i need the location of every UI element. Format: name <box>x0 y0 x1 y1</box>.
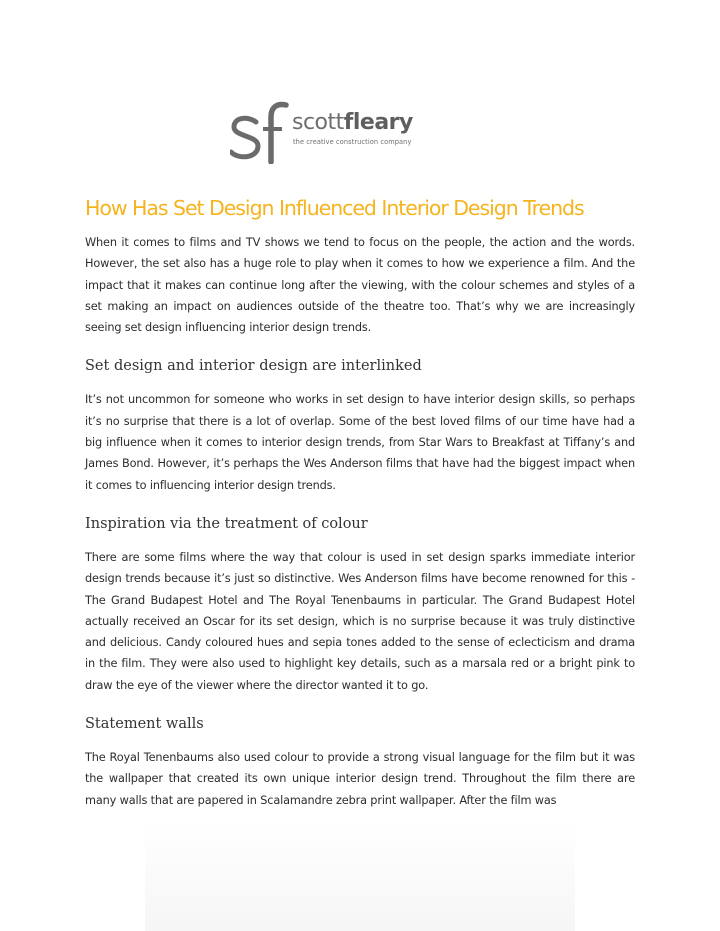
section-heading-interlinked: Set design and interior design are interlinked <box>85 358 422 375</box>
logo-wordmark <box>292 110 413 135</box>
article-title: How Has Set Design Influenced Interior Design Trends <box>85 196 584 220</box>
article <box>85 193 635 811</box>
logo-tagline: the creative construction company <box>293 138 412 146</box>
section-body-interlinked: It’s not uncommon for someone who works in set design to have interior design skills, so perhaps it’s no surprise that there is a lot of overlap. Some of the best loved films of our time have had a big influence when it comes to interior design trends, from Star Wars to Breakfast at Tiffany’s and James Bond. However, it’s perhaps the Wes Anderson films that have had the biggest impact when it comes to influencing interior design trends. <box>85 393 635 492</box>
logo-word-light: scott <box>292 110 344 135</box>
article-intro: When it comes to films and TV shows we tend to focus on the people, the action and the words. However, the set also has a huge role to play when it comes to how we experience a film. And the impact that it makes can continue long after the viewing, with the colour schemes and styles of a set making an impact on audiences outside of the theatre too. That’s why we are increasingly seeing set design influencing interior design trends. <box>85 236 635 335</box>
section-body-colour: There are some films where the way that colour is used in set design sparks immediate interior design trends because it’s just so distinctive. Wes Anderson films have become renowned for this - The Grand Budapest Hotel and The Royal Tenenbaums in particular. The Grand Budapest Hotel actually received an Oscar for its set design, which is no surprise because it was truly distinctive and delicious. Candy coloured hues and sepia tones added to the sense of eclecticism and drama in the film. They were also used to highlight key details, such as a marsala red or a bright pink to draw the eye of the viewer where the director wanted it to go. <box>85 550 635 692</box>
section-heading-statement-walls: Statement walls <box>85 716 204 733</box>
section-heading-colour: Inspiration via the treatment of colour <box>85 515 368 532</box>
logo-word-bold: fleary <box>343 110 413 135</box>
company-logo <box>230 100 430 164</box>
section-body-statement-walls: The Royal Tenenbaums also used colour to provide a strong visual language for the film but it was the wallpaper that created its own unique interior design trend. Throughout the film there are many walls that are papered in Scalamandre zebra print wallpaper. After the film was <box>85 751 635 807</box>
sf-monogram-icon <box>230 100 290 164</box>
page-shadow <box>145 820 575 931</box>
